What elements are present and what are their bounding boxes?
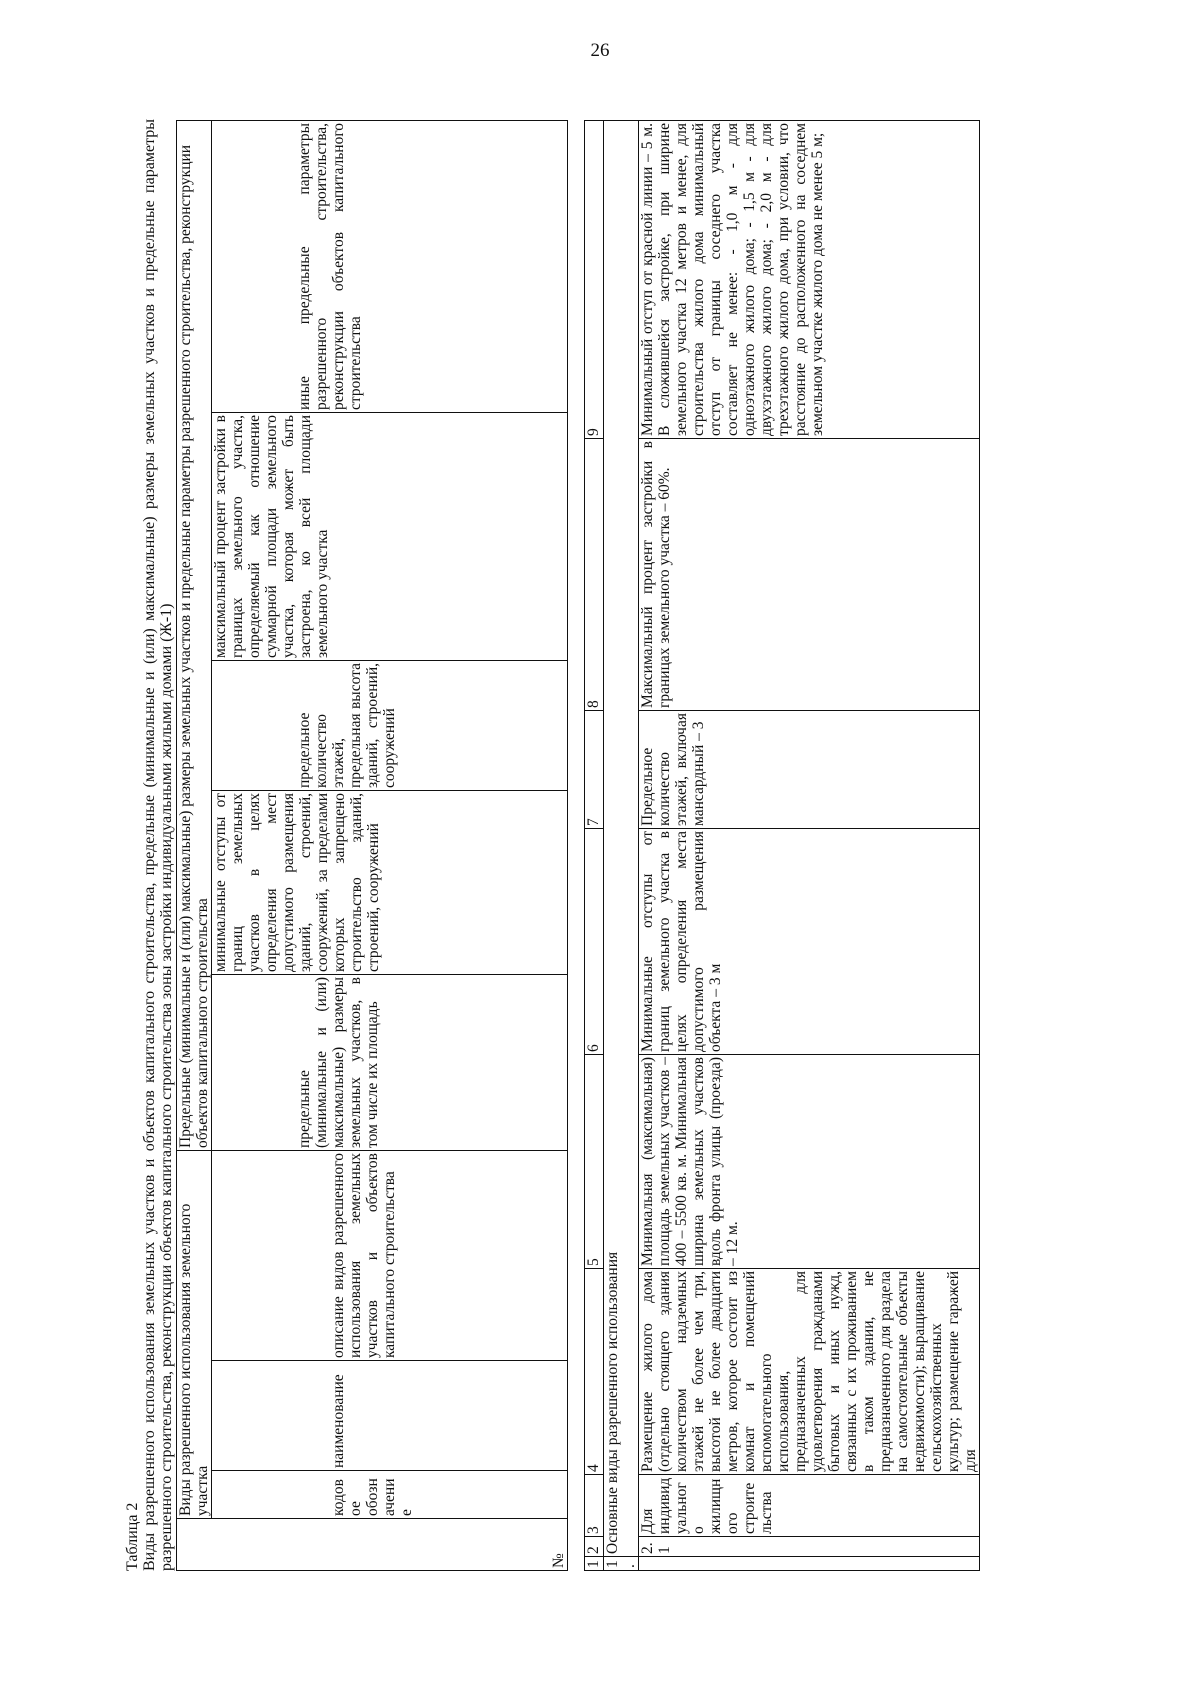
header-no: №: [177, 1519, 568, 1571]
column-number: 1: [585, 1557, 604, 1571]
column-number: 9: [585, 121, 604, 439]
header-floors: предельное количество этажей, предельная высота зданий, строений, сооружений: [212, 661, 568, 791]
page-number: 26: [590, 40, 610, 61]
row-setback: Минимальные отступы от границ земельного участка в целях определения места допустимого размещения объекта – 3 м: [639, 829, 980, 1055]
column-number: 8: [585, 439, 604, 711]
row-floors: Предельное количество этажей, включая мансардный – 3: [639, 711, 980, 829]
section-row: [604, 121, 639, 1571]
row-description: Размещение жилого дома (отдельно стоящего здания количеством надземных этажей не более чем три, высотой не более двадцати метров, которое состоит из комнат и помещений вспомогательного использования, предназначенных для удовлетворения гражданами бытовых и иных нужд, связанных с их проживанием в таком здании, не предназначенного для раздела на самостоятельные объекты недвижимости); выращивание сельскохозяйственных культур; размещение гаражей для: [639, 1269, 980, 1475]
row-name: Для индивидуального жилищного строительства: [639, 1475, 980, 1537]
body-table: [584, 120, 980, 1571]
column-number: 5: [585, 1055, 604, 1269]
column-number: 3: [585, 1475, 604, 1537]
row-code: 2.1: [639, 1537, 980, 1557]
row-size: Минимальная (максимальная) площадь земельных участков – 400 – 5500 кв. м. Минимальная ширина земельных участков вдоль фронта улицы (проезда) – 12 м.: [639, 1055, 980, 1269]
header-setback: минимальные отступы от границ земельных участков в целях определения мест допустимого размещения зданий, строений, сооружений, за пределами которых запрещено строительство зданий, строений, сооружений: [212, 791, 568, 975]
table-row: [639, 121, 980, 1571]
header-group-left: Виды разрешенного использования земельного участка: [177, 1151, 212, 1519]
row-blank-cell: [639, 1557, 980, 1571]
row-other: Минимальный отступ от красной линии – 5 м. В сложившейся застройке, при ширине земельного участка 12 метров и менее, для строительства жилого дома минимальный отступ от границы соседнего участка составляет не менее: - 1,0 м - для одноэтажного жилого дома; - 1,5 м - для двухэтажного жилого дома; - 2,0 м - для трехэтажного жилого дома, при условии, что расстояние до расположенного на соседнем земельном участке жилого дома не менее 5 м;: [639, 121, 980, 439]
header-group-right: Предельные (минимальные и (или) максимальные) размеры земельных участков и предельные параметры разрешенного строительства, реконструкции объектов капитального строительства: [177, 120, 212, 1150]
header-code: кодовое обозначение: [212, 1471, 568, 1519]
section-number: 1.: [604, 1557, 639, 1571]
column-number-row: [585, 121, 604, 1571]
column-number: 7: [585, 711, 604, 829]
header-coverage: максимальный процент застройки в границах земельного участка, определяемый как отношение суммарной площади земельного участка, которая может быть застроена, ко всей площади земельного участка: [212, 413, 568, 661]
header-size: предельные (минимальные и (или) максимальные) размеры земельных участков, в том числе их площадь: [212, 975, 568, 1151]
section-label: Основные виды разрешенного использования: [604, 121, 639, 1557]
column-number: 2: [585, 1537, 604, 1557]
header-table: [176, 120, 568, 1571]
column-number: 6: [585, 829, 604, 1055]
rotated-landscape-page: [124, 111, 1084, 1571]
row-coverage: Максимальный процент застройки в границах земельного участка – 60%.: [639, 439, 980, 711]
table-title: Виды разрешенного использования земельных участков и объектов капитального строительства, предельные (минимальные и (или) максимальные) размеры земельных участков и предельные параметры разрешенного строительства, реконструкции объектов капитального строительства зоны застройки индивидуальными жилыми домами (Ж-1): [141, 119, 175, 1571]
header-description: описание видов разрешенного использования земельных участков и объектов капитального строительства: [212, 1151, 568, 1361]
table-caption: Таблица 2: [124, 1502, 141, 1571]
header-other: иные предельные параметры разрешенного строительства, реконструкции объектов капитального строительства: [212, 120, 568, 412]
header-name: наименование: [212, 1361, 568, 1471]
column-number: 4: [585, 1269, 604, 1475]
